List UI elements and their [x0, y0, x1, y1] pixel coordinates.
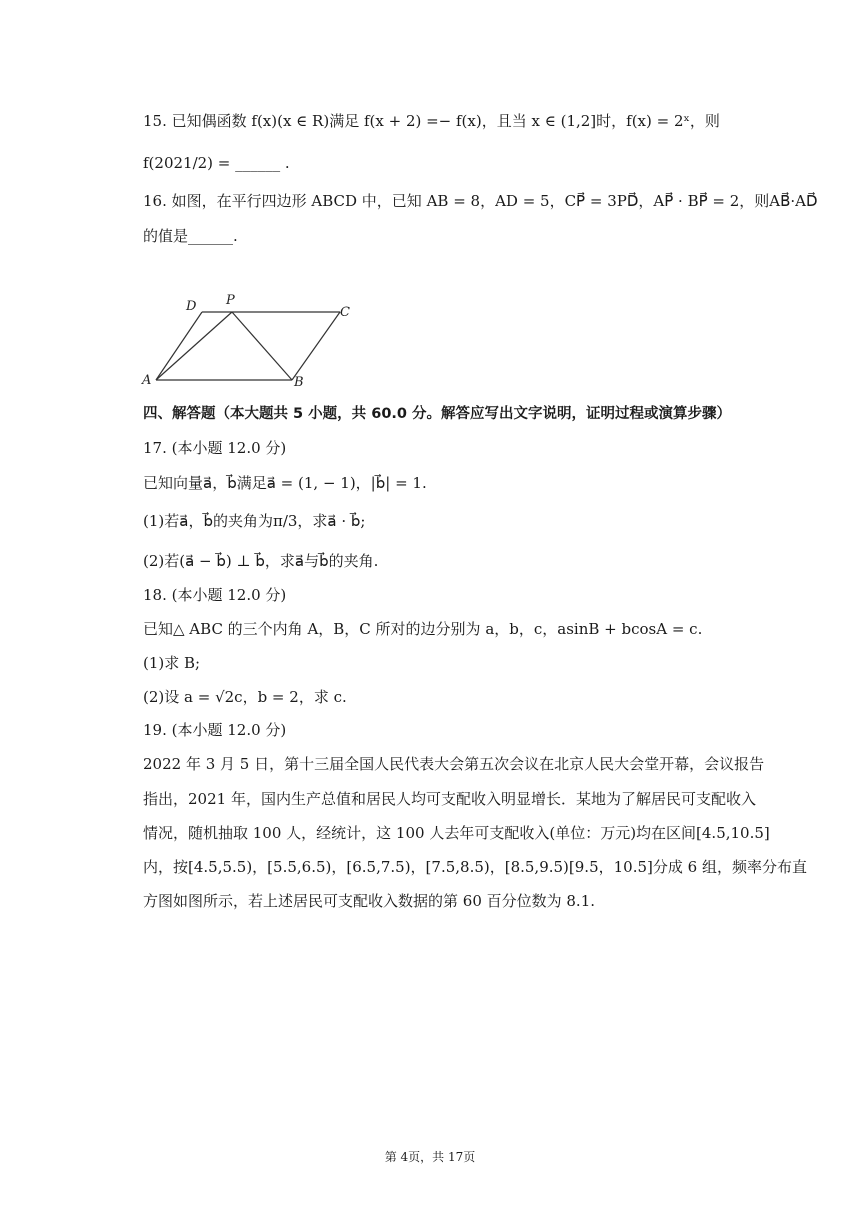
q19-line: 方图如图所示，若上述居民可支配收入数据的第 60 百分位数为 8.1. — [143, 892, 596, 910]
q19-line: 内，按[4.5,5.5)，[5.5,6.5)，[6.5,7.5)，[7.5,8.5)，[8.5,9.5)[9.5，10.5]分成 6 组，频率分布直 — [143, 858, 807, 876]
q18-line1: 已知△ ABC 的三个内角 A，B，C 所对的边分别为 a，b，c，asinB + bcosA = c. — [143, 620, 703, 638]
q16-line1: 16. 如图，在平行四边形 ABCD 中，已知 AB = 8，AD = 5，CP⃗ = 3PD⃗，AP⃗ · BP⃗ = 2，则AB⃗·AD⃗ — [143, 192, 818, 210]
q15-line1: 15. 已知偶函数 f(x)(x ∈ R)满足 f(x + 2) =− f(x)，且当 x ∈ (1,2]时，f(x) = 2ˣ，则 — [143, 112, 720, 130]
q19-line: 指出，2021 年，国内生产总值和居民人均可支配收入明显增长．某地为了解居民可支配收入 — [143, 790, 756, 808]
segment-bp — [232, 312, 292, 380]
section-title: 四、解答题（本大题共 5 小题，共 60.0 分。解答应写出文字说明，证明过程或演算步骤） — [143, 406, 732, 422]
label-p: P — [226, 293, 235, 308]
q18-header: 18. (本小题 12.0 分) — [143, 586, 287, 604]
q19-line: 2022 年 3 月 5 日，第十三届全国人民代表大会第五次会议在北京人民大会堂开幕，会议报告 — [143, 755, 765, 773]
q18-line2: (1)求 B; — [143, 654, 201, 672]
segment-ap — [156, 312, 232, 380]
q17-line3: (2)若(a⃗ − b⃗) ⊥ b⃗，求a⃗与b⃗的夹角. — [143, 552, 379, 570]
q17-line2: (1)若a⃗，b⃗的夹角为π/3，求a⃗ · b⃗; — [143, 512, 366, 530]
label-b: B — [294, 375, 304, 388]
q18-line3: (2)设 a = √2c，b = 2，求 c. — [143, 688, 347, 706]
label-d: D — [186, 299, 197, 314]
segment-bc — [292, 312, 340, 380]
page-footer: 第 4页，共 17页 — [384, 1150, 476, 1164]
q15-line2: f(2021/2) = ______ . — [143, 154, 290, 172]
q19-line: 情况，随机抽取 100 人，经统计，这 100 人去年可支配收入(单位：万元)均在区间[4.5,10.5] — [143, 824, 770, 842]
q19-header: 19. (本小题 12.0 分) — [143, 721, 287, 739]
label-c: C — [340, 305, 350, 320]
q17-line1: 已知向量a⃗，b⃗满足a⃗ = (1, − 1)，|b⃗| = 1. — [143, 474, 427, 492]
parallelogram-figure — [140, 288, 360, 388]
label-a: A — [142, 373, 152, 388]
q17-header: 17. (本小题 12.0 分) — [143, 439, 287, 457]
q16-line2: 的值是______. — [143, 227, 238, 245]
segment-da — [156, 312, 202, 380]
